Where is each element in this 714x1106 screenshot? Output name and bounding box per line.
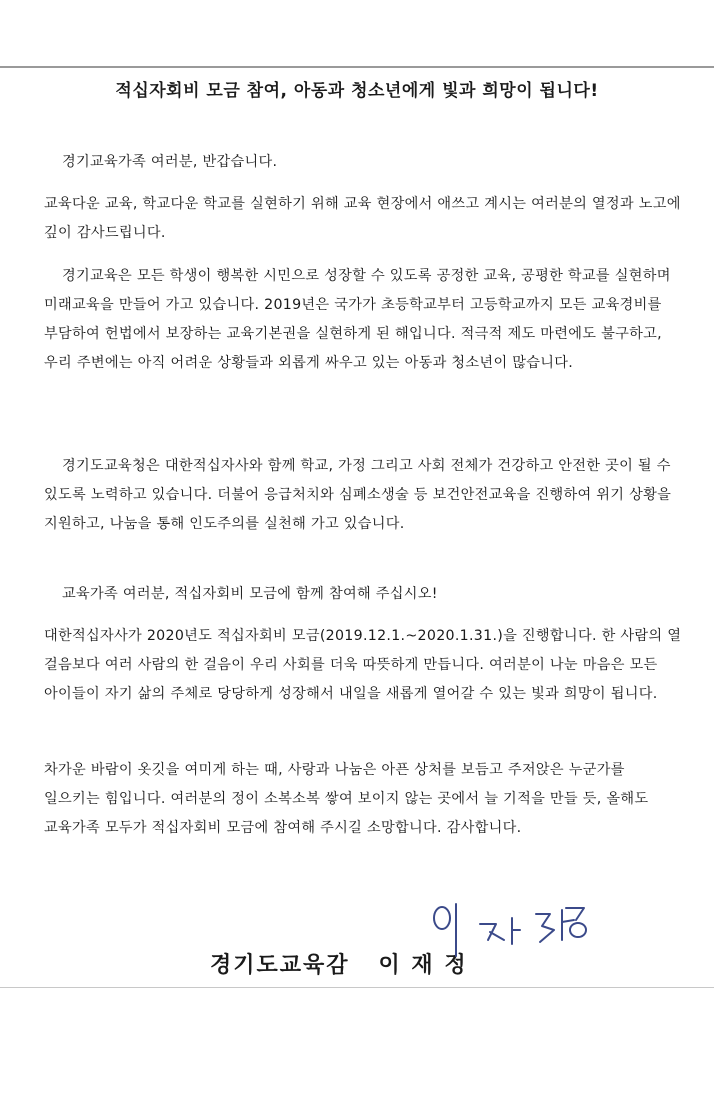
bottom-rule: [0, 987, 714, 988]
paragraph-gyeonggi-education: 경기교육은 모든 학생이 행복한 시민으로 성장할 수 있도록 공정한 교육, 공평한 학교를 실현하며 미래교육을 만들어 가고 있습니다. 2019년은 국가가 초등학교부터 고등학교까지 모든 교육경비를 부담하여 헌법에서 보장하는 교육기본권을 실현하게 된 해입니다. 적극적 제도 마련에도 불구하고, 우리 주변에는 아직 어려운 상황들과 외롭게 싸우고 있는 아동과 청소년이 많습니다.: [44, 268, 671, 371]
handwritten-signature: [420, 896, 610, 986]
letter-title: 적십자회비 모금 참여, 아동과 청소년에게 빛과 희망이 됩니다!: [115, 81, 599, 101]
paragraph-campaign: 대한적십자사가 2020년도 적십자회비 모금(2019.12.1.~2020.1.31.)을 진행합니다. 한 사람의 열 걸음보다 여러 사람의 한 걸음이 우리 사회를 더욱 따뜻하게 만듭니다. 여러분이 나눈 마음은 모든 아이들이 자기 삶의 주체로 당당하게 성장해서 내일을 새롭게 열어갈 수 있는 빛과 희망이 됩니다.: [44, 628, 682, 702]
top-rule: [0, 66, 714, 68]
signature-block: [0, 948, 714, 988]
paragraph-closing: 차가운 바람이 옷깃을 여미게 하는 때, 사랑과 나눔은 아픈 상처를 보듬고 주저앉은 누군가를 일으키는 힘입니다. 여러분의 정이 소복소복 쌓여 보이지 않는 곳에서 늘 기적을 만들 듯, 올해도 교육가족 모두가 적십자회비 모금에 참여해 주시길 소망합니다. 감사합니다.: [44, 762, 649, 836]
paragraph-greeting: 경기교육가족 여러분, 반갑습니다.: [62, 154, 278, 170]
signature-title: 경기도교육감: [210, 953, 350, 978]
signature-name: 이 재 정: [378, 953, 468, 978]
paragraph-red-cross-partnership: 경기도교육청은 대한적십자사와 함께 학교, 가정 그리고 사회 전체가 건강하고 안전한 곳이 될 수 있도록 노력하고 있습니다. 더불어 응급처치와 심폐소생술 등 보건안전교육을 진행하여 위기 상황을 지원하고, 나눔을 통해 인도주의를 실천해 가고 있습니다.: [44, 458, 672, 532]
paragraph-thanks: 교육다운 교육, 학교다운 학교를 실현하기 위해 교육 현장에서 애쓰고 계시는 여러분의 열정과 노고에 깊이 감사드립니다.: [44, 196, 681, 241]
paragraph-appeal: 교육가족 여러분, 적십자회비 모금에 함께 참여해 주십시오!: [62, 586, 438, 602]
